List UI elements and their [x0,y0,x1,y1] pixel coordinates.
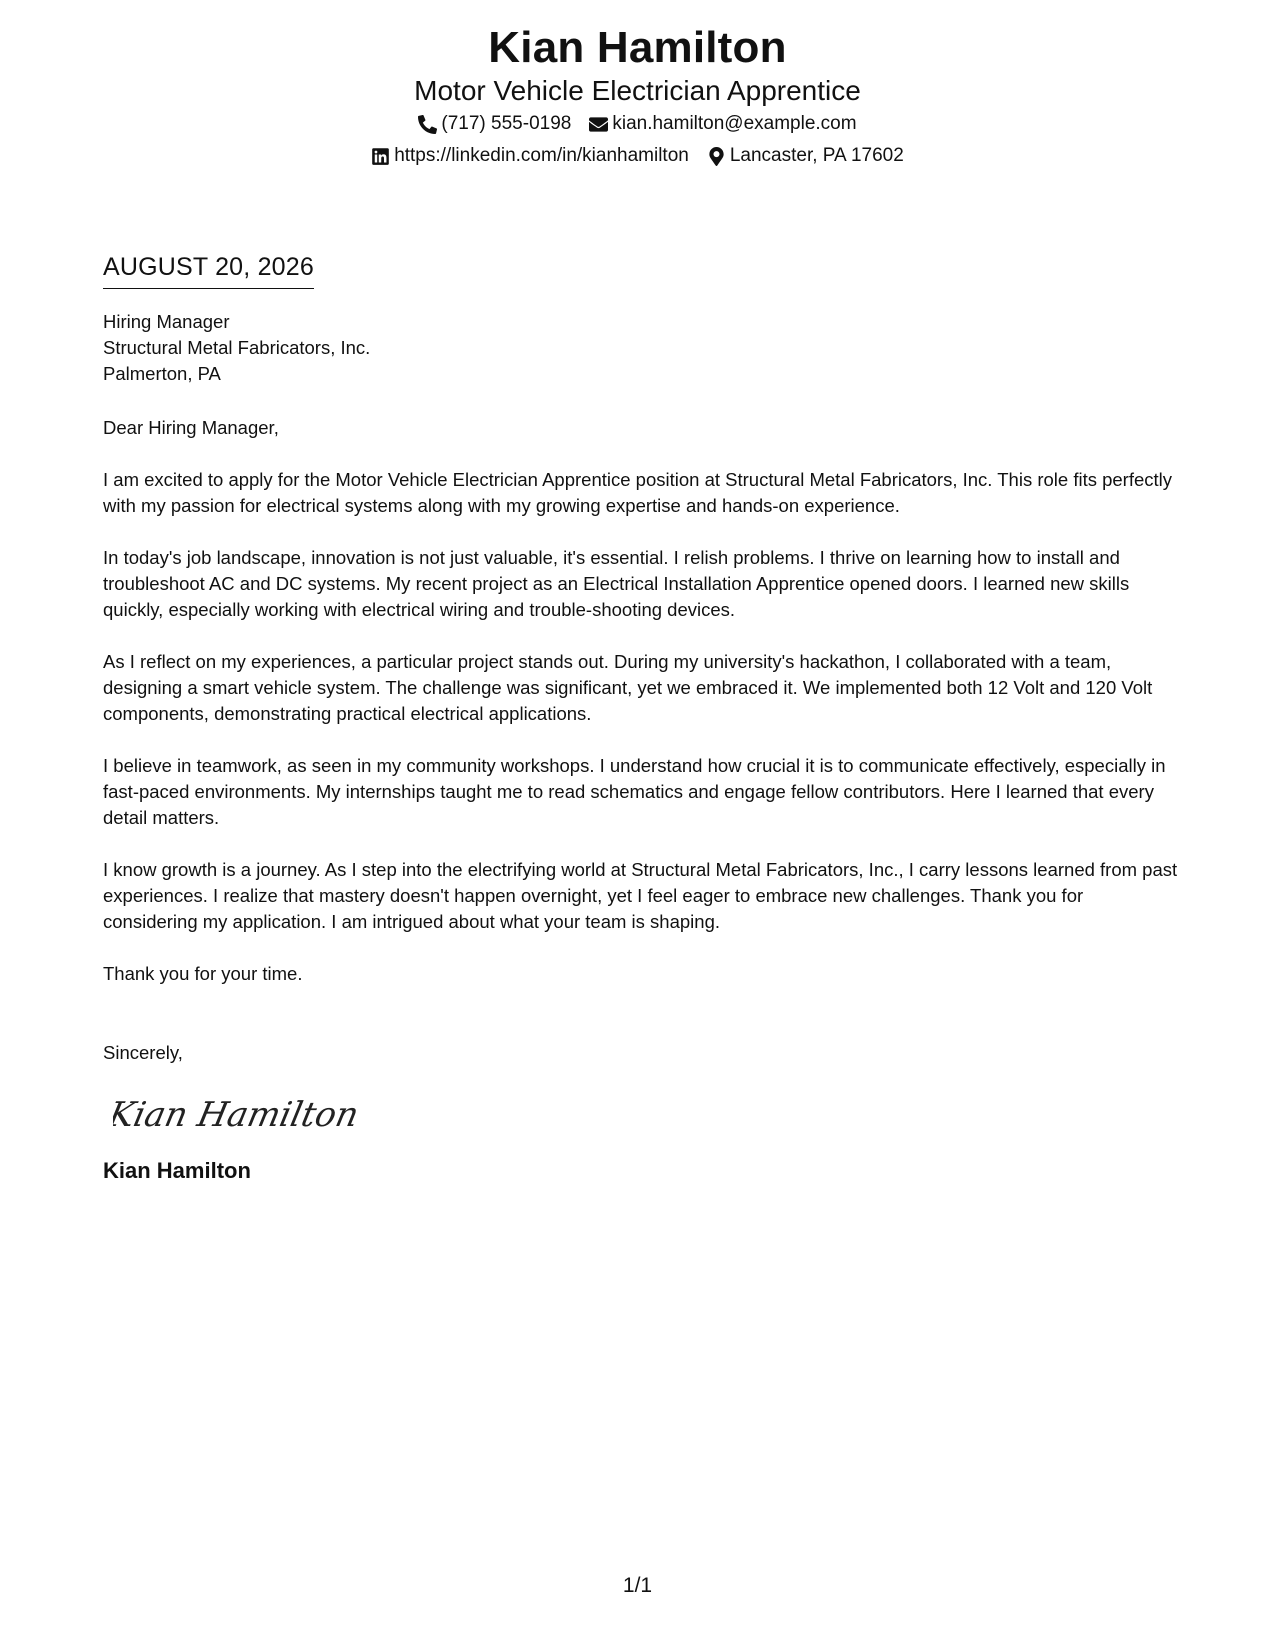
applicant-role: Motor Vehicle Electrician Apprentice [414,75,861,106]
page-number: 1/1 [622,1574,653,1597]
letter-body [103,250,1178,1186]
recipient-location: Palmerton, PA [103,363,221,384]
body-paragraph: I believe in teamwork, as seen in my community workshops. I understand how crucial it is to communicate effectively, especially in fast-paced environments. My internships taught me to read schematics and engage fellow contributors. Here I learned that every detail matters. [103,755,1166,828]
signature-glyphs: Kian Hamilton [113,1095,363,1135]
body-paragraph: In today's job landscape, innovation is not just valuable, it's essential. I relish problems. I thrive on learning how to install and troubleshoot AC and DC systems. My recent project as an Electrical Installation Apprentice opened doors. I learned new skills quickly, especially working with electrical wiring and trouble-shooting devices. [103,547,1130,620]
handwritten-signature [113,1086,1178,1144]
salutation: Dear Hiring Manager, [103,417,279,438]
phone-icon [418,115,437,134]
closing-thanks: Thank you for your time. [103,963,303,984]
contact-location [707,142,904,170]
body-paragraph: I am excited to apply for the Motor Vehicle Electrician Apprentice position at Structural Metal Fabricators, Inc. This role fits perfectly with my passion for electrical systems along with my growing expertise and hands-on experience. [103,469,1173,516]
recipient-block [103,309,1178,387]
location-text: Lancaster, PA 17602 [729,145,904,166]
contact-linkedin[interactable] [371,142,689,170]
linkedin-url: https://linkedin.com/in/kianhamilton [394,145,689,166]
applicant-name: Kian Hamilton [488,23,787,72]
recipient-title: Hiring Manager [103,311,230,332]
linkedin-icon [371,147,390,166]
letter-header [0,22,1275,170]
map-marker-icon [707,147,726,166]
contact-row-primary [0,110,1275,138]
letter-date: AUGUST 20, 2026 [103,250,314,289]
signature-image [113,1086,373,1144]
signer-name: Kian Hamilton [103,1158,251,1183]
body-paragraph: As I reflect on my experiences, a particular project stands out. During my university's hackathon, I collaborated with a team, designing a smart vehicle system. The challenge was significant, yet we embraced it. We implemented both 12 Volt and 120 Volt components, demonstrating practical electrical applications. [103,651,1153,724]
phone-number: (717) 555-0198 [441,113,572,134]
recipient-company: Structural Metal Fabricators, Inc. [103,337,371,358]
email-address: kian.hamilton@example.com [612,113,857,134]
signoff: Sincerely, [103,1042,183,1063]
contact-row-secondary [0,142,1275,170]
contact-phone[interactable] [418,110,571,138]
contact-email[interactable] [589,110,856,138]
body-paragraph: I know growth is a journey. As I step into the electrifying world at Structural Metal Fabricators, Inc., I carry lessons learned from past experiences. I realize that mastery doesn't happen overnight, yet I feel eager to embrace new challenges. Thank you for considering my application. I am intrigued about what your team is shaping. [103,859,1178,932]
envelope-icon [589,115,608,134]
